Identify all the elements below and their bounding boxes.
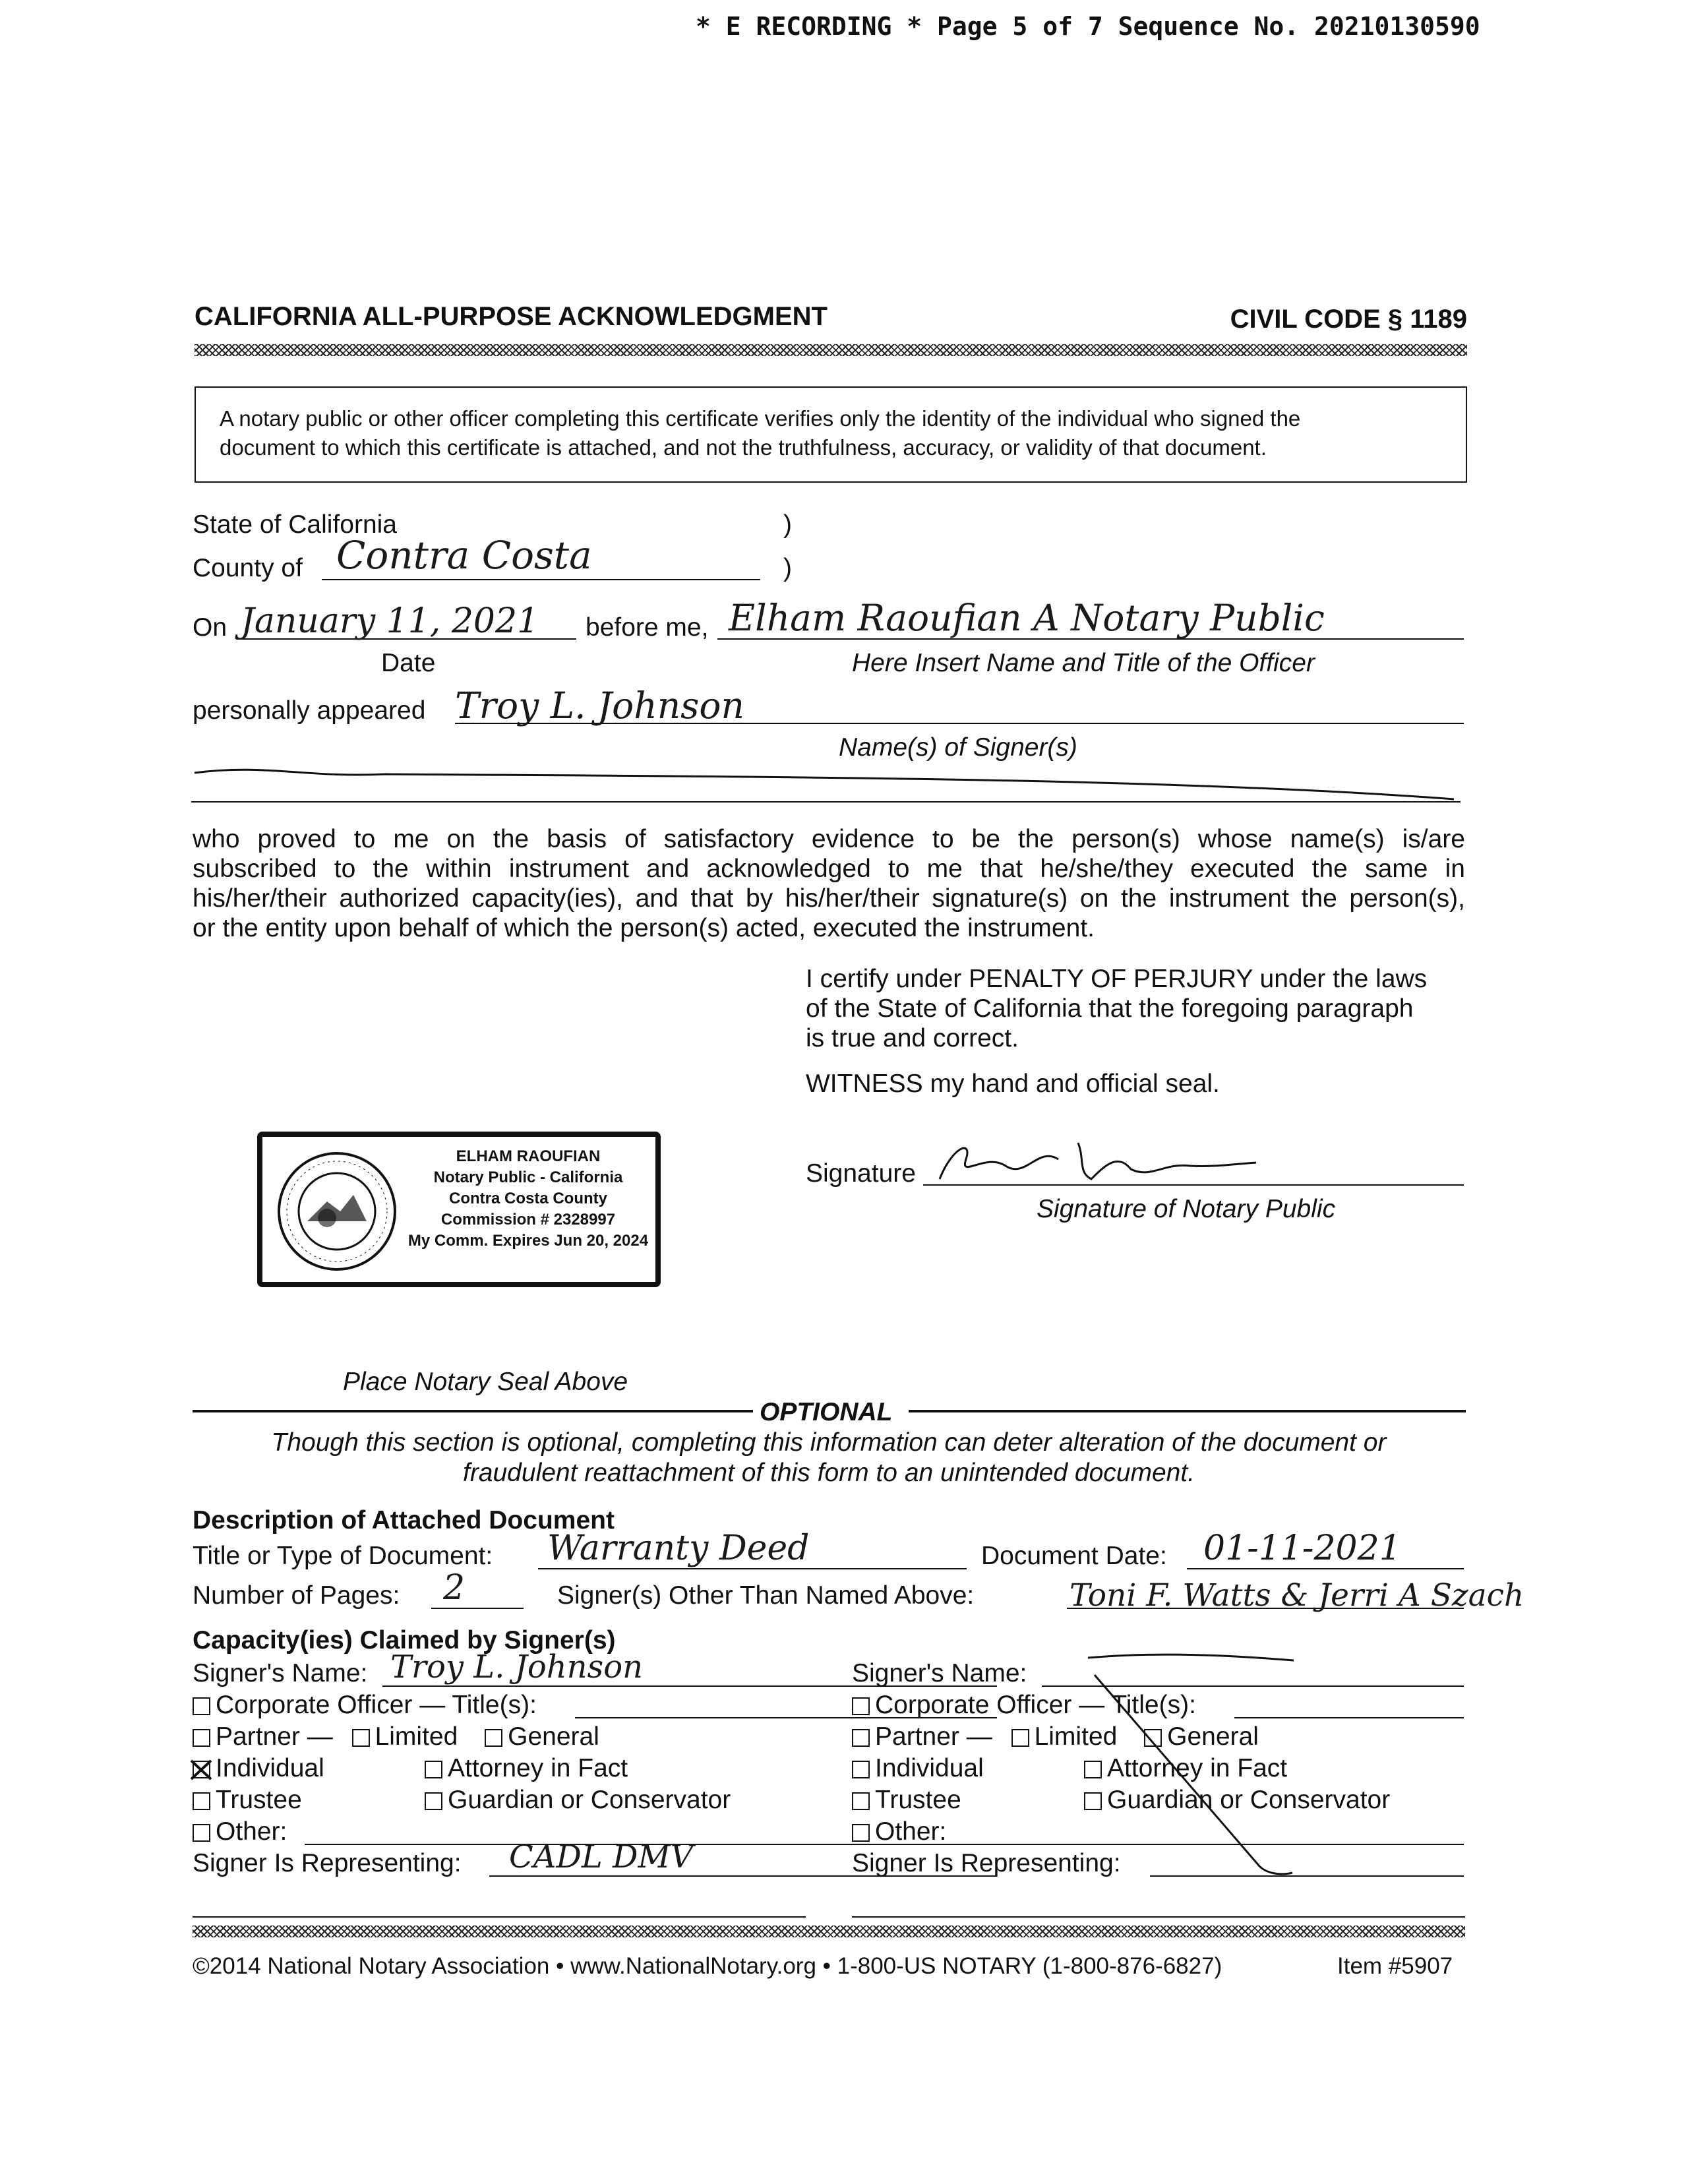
notice-line-2: document to which this certificate is attached, and not the truthfulness, accuracy, or validity of that document.: [220, 435, 1267, 460]
signature-label: Signature: [806, 1159, 916, 1188]
state-label: State of California: [193, 510, 398, 539]
desc-heading: Description of Attached Document: [193, 1506, 615, 1534]
left-guardian-checkbox[interactable]: [425, 1792, 442, 1810]
state-seal-icon: [274, 1149, 400, 1274]
seal-line-4: Commission # 2328997: [440, 1211, 616, 1228]
left-general-label: General: [508, 1722, 599, 1751]
right-partner-label: Partner —: [875, 1722, 992, 1751]
optional-rule-left: [193, 1410, 753, 1412]
seal-name: ELHAM RAOUFIAN: [456, 1147, 601, 1165]
left-partner-row: [193, 1721, 806, 1753]
left-partner-checkbox[interactable]: [193, 1729, 210, 1747]
footer-item: Item #5907: [1337, 1953, 1453, 1979]
optional-note-2: fraudulent reattachment of this form to an unintended document.: [462, 1459, 1195, 1487]
notice-box: [195, 386, 1467, 483]
right-limited-checkbox[interactable]: [1011, 1729, 1029, 1747]
other-signers-label: Signer(s) Other Than Named Above:: [557, 1581, 975, 1610]
left-trustee-label: Trustee: [216, 1786, 302, 1814]
doc-date-line: [1187, 1568, 1464, 1569]
on-label: On: [193, 613, 227, 642]
doc-title-value: Warranty Deed: [547, 1529, 810, 1568]
optional-heading: OPTIONAL: [760, 1398, 893, 1426]
county-value: Contra Costa: [336, 533, 592, 578]
decorative-border-bottom: [193, 1926, 1465, 1937]
date-value: January 11, 2021: [241, 601, 539, 641]
right-individual-checkbox[interactable]: [852, 1761, 870, 1778]
right-bottom-line: [852, 1916, 1465, 1918]
acknowledgment-paragraph: [193, 824, 1465, 943]
right-trustee-checkbox[interactable]: [852, 1792, 870, 1810]
left-signer-column: [193, 1649, 806, 1879]
signer-caption: Name(s) of Signer(s): [839, 733, 1077, 762]
right-individual-label: Individual: [875, 1754, 984, 1782]
seal-line-2: Notary Public - California: [433, 1168, 623, 1186]
right-other-label: Other:: [875, 1817, 947, 1846]
left-partner-label: Partner —: [216, 1722, 333, 1751]
left-corp-row: [193, 1689, 806, 1721]
right-limited-label: Limited: [1034, 1722, 1118, 1751]
right-guardian-label: Guardian or Conservator: [1107, 1786, 1391, 1814]
left-individual-checkbox-checked[interactable]: [193, 1761, 210, 1778]
left-corp-label: Corporate Officer — Title(s):: [216, 1691, 537, 1719]
left-trustee-checkbox[interactable]: [193, 1792, 210, 1810]
date-caption: Date: [381, 649, 436, 677]
appeared-label: personally appeared: [193, 696, 426, 725]
left-other-checkbox[interactable]: [193, 1824, 210, 1842]
county-label: County of: [193, 554, 303, 582]
left-other-label: Other:: [216, 1817, 287, 1846]
notary-signature: [926, 1133, 1269, 1192]
certify-line-3: is true and correct.: [806, 1024, 1019, 1052]
left-trustee-row: [193, 1784, 806, 1816]
other-signers-value: Toni F. Watts & Jerri A Szach: [1070, 1577, 1524, 1614]
left-limited-label: Limited: [375, 1722, 458, 1751]
form-title: CALIFORNIA ALL-PURPOSE ACKNOWLEDGMENT: [195, 302, 828, 331]
notary-seal-stamp: [257, 1132, 661, 1287]
right-name-label: Signer's Name:: [852, 1659, 1027, 1687]
left-general-checkbox[interactable]: [485, 1729, 502, 1747]
county-line: [322, 579, 760, 580]
footer-copyright: ©2014 National Notary Association • www.NationalNotary.org • 1-800-US NOTARY (1-800-876-6827): [193, 1953, 1222, 1979]
doc-date-label: Document Date:: [981, 1542, 1167, 1570]
doc-title-label: Title or Type of Document:: [193, 1542, 493, 1570]
certify-line-1: I certify under PENALTY OF PERJURY under the laws: [806, 965, 1428, 993]
decorative-border-top: [195, 344, 1467, 356]
left-limited-checkbox[interactable]: [352, 1729, 370, 1747]
officer-value: Elham Raoufian A Notary Public: [729, 597, 1325, 639]
signer-value: Troy L. Johnson: [455, 684, 744, 727]
signer-continuation-line: [188, 758, 1474, 811]
certify-line-2: of the State of California that the foregoing paragraph: [806, 994, 1414, 1023]
left-rep-row: [193, 1838, 806, 1879]
pages-line: [431, 1608, 524, 1609]
left-individual-row: [193, 1753, 806, 1784]
left-bottom-line: [193, 1916, 806, 1918]
left-name-row: [193, 1649, 806, 1689]
right-corp-label: Corporate Officer — Title(s):: [875, 1691, 1196, 1719]
right-other-checkbox[interactable]: [852, 1824, 870, 1842]
pages-value: 2: [443, 1568, 466, 1608]
pages-label: Number of Pages:: [193, 1581, 400, 1610]
recording-header: * E RECORDING * Page 5 of 7 Sequence No. 20210130590: [696, 12, 1480, 41]
left-name-label: Signer's Name:: [193, 1659, 368, 1687]
para-line-2: subscribed to the within instrument and acknowledged to me that he/she/they executed the same in: [193, 855, 1465, 883]
seal-line-5: My Comm. Expires Jun 20, 2024: [407, 1232, 649, 1250]
right-corp-checkbox[interactable]: [852, 1697, 870, 1715]
left-name-value: Troy L. Johnson: [390, 1649, 644, 1685]
officer-caption: Here Insert Name and Title of the Officer: [852, 649, 1315, 677]
optional-note-1: Though this section is optional, completing this information can deter alteration of the document or: [271, 1428, 1387, 1457]
paren-2: ): [783, 554, 792, 582]
seal-text: [406, 1146, 650, 1252]
left-corp-checkbox[interactable]: [193, 1697, 210, 1715]
doc-date-value: 01-11-2021: [1203, 1529, 1401, 1568]
capacity-heading: Capacity(ies) Claimed by Signer(s): [193, 1626, 616, 1654]
certify-block: [806, 964, 1427, 1053]
left-guardian-label: Guardian or Conservator: [448, 1786, 731, 1814]
right-partner-checkbox[interactable]: [852, 1729, 870, 1747]
signature-caption: Signature of Notary Public: [1037, 1195, 1336, 1223]
right-general-label: General: [1167, 1722, 1259, 1751]
seal-caption: Place Notary Seal Above: [343, 1368, 628, 1396]
paren-1: ): [783, 510, 792, 539]
right-column-strike-mark: [1081, 1649, 1299, 1886]
left-individual-label: Individual: [216, 1754, 324, 1782]
notice-line-1: A notary public or other officer completing this certificate verifies only the identity of the individual who signed the: [220, 406, 1301, 431]
para-line-3: his/her/their authorized capacity(ies), and that by his/her/their signature(s) on the instrument the person(s),: [193, 884, 1465, 913]
witness-text: WITNESS my hand and official seal.: [806, 1070, 1220, 1098]
civil-code: CIVIL CODE § 1189: [1230, 305, 1467, 334]
para-line-4: or the entity upon behalf of which the person(s) acted, executed the instrument.: [193, 914, 1095, 942]
left-attorney-cell: [425, 1753, 628, 1784]
left-rep-label: Signer Is Representing:: [193, 1849, 462, 1877]
para-line-1: who proved to me on the basis of satisfactory evidence to be the person(s) whose name(s) is/are: [193, 825, 1465, 853]
left-rep-value: CADL DMV: [509, 1838, 694, 1875]
optional-rule-right: [909, 1410, 1466, 1412]
left-attorney-label: Attorney in Fact: [448, 1754, 628, 1782]
doc-title-line: [538, 1568, 967, 1569]
left-guardian-cell: [425, 1784, 731, 1816]
left-attorney-checkbox[interactable]: [425, 1761, 442, 1778]
right-attorney-label: Attorney in Fact: [1107, 1754, 1288, 1782]
right-trustee-label: Trustee: [875, 1786, 961, 1814]
seal-line-3: Contra Costa County: [449, 1190, 607, 1207]
left-other-row: [193, 1816, 806, 1848]
right-rep-label: Signer Is Representing:: [852, 1849, 1121, 1877]
before-me-label: before me,: [586, 613, 709, 642]
